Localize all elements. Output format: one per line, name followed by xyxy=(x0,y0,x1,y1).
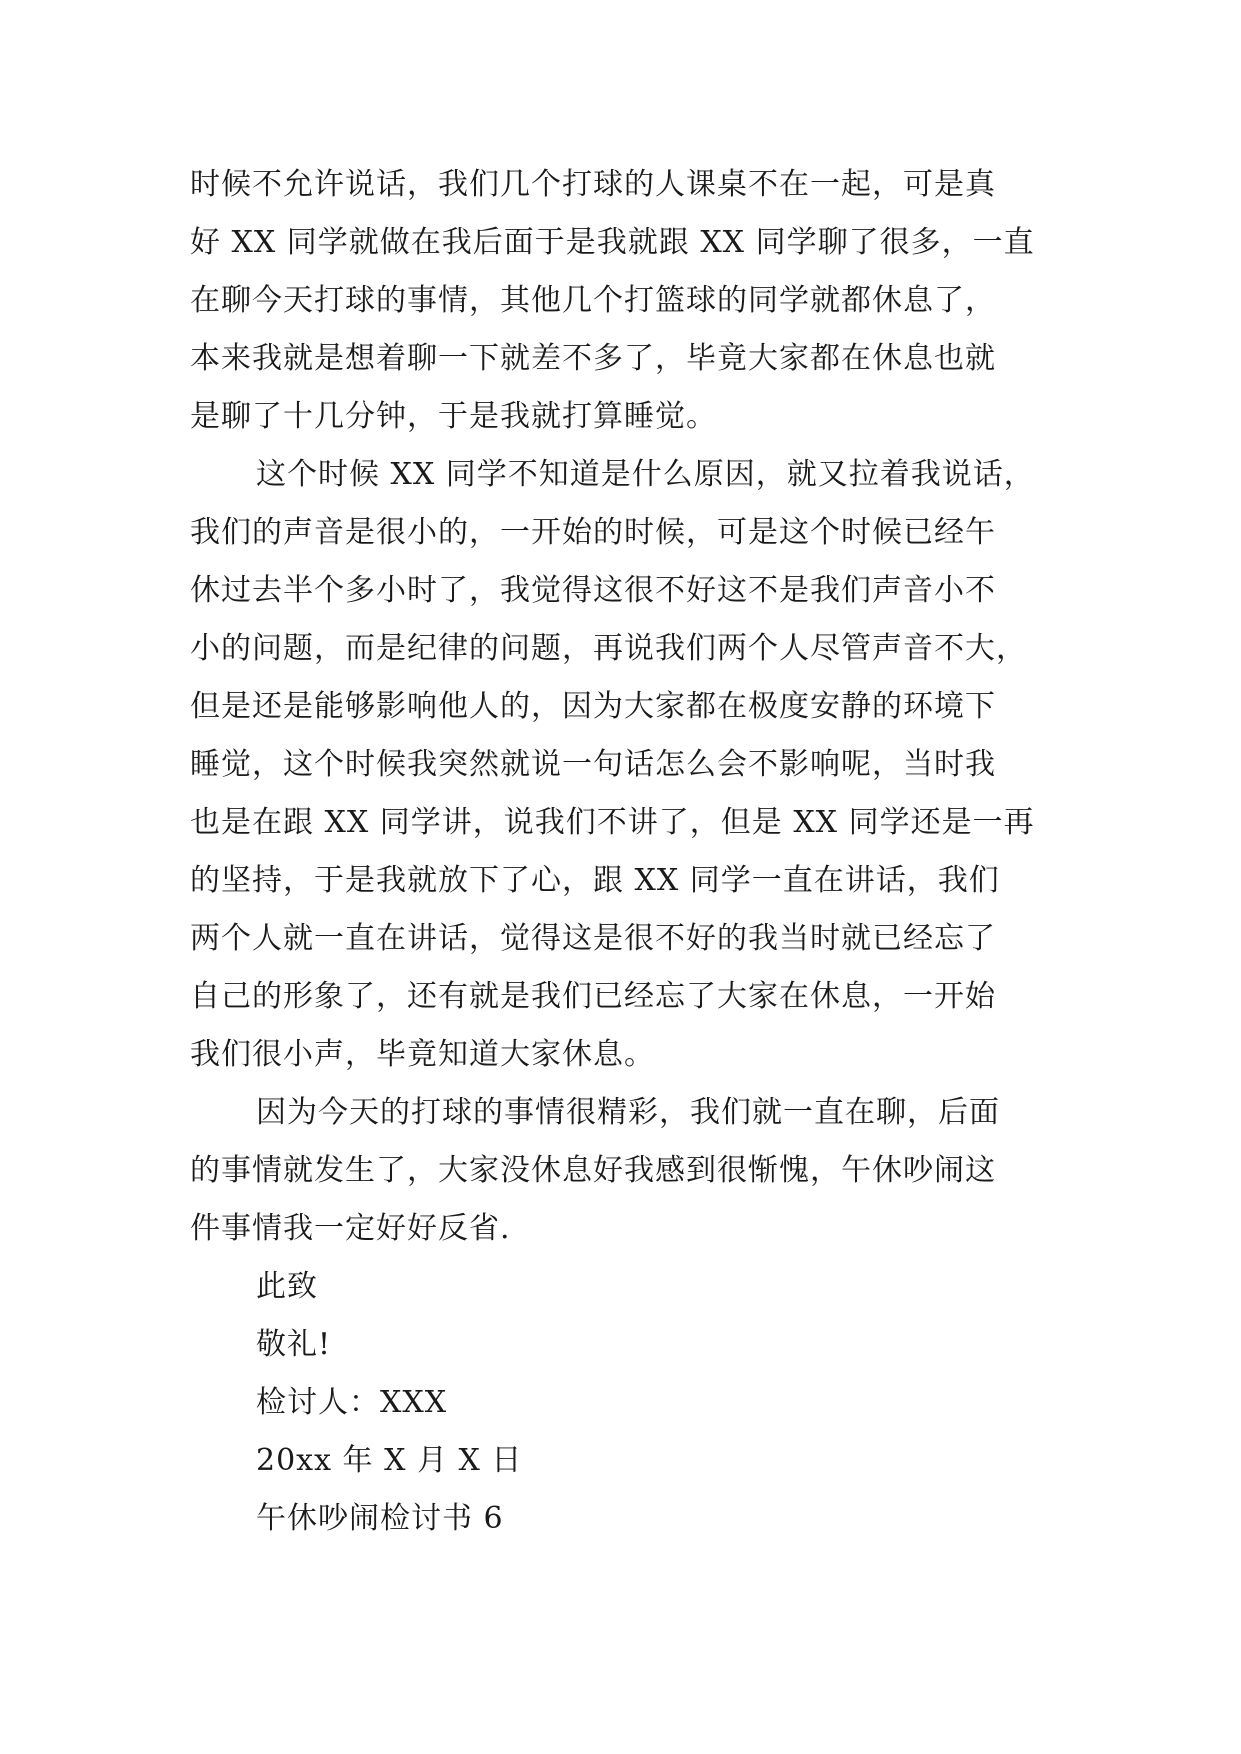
text-line: 自己的形象了，还有就是我们已经忘了大家在休息，一开始 xyxy=(190,979,996,1014)
text-line: 睡觉，这个时候我突然就说一句话怎么会不影响呢，当时我 xyxy=(190,747,996,782)
text-line: 休过去半个多小时了，我觉得这很不好这不是我们声音小不 xyxy=(190,573,996,608)
text-line: 件事情我一定好好反省. xyxy=(190,1211,511,1246)
date-line: 20xx 年 X 月 X 日 xyxy=(256,1443,523,1478)
closing-block xyxy=(190,1258,1060,1548)
respect-line: 敬礼! xyxy=(256,1327,332,1362)
paragraph-3 xyxy=(190,1084,1060,1258)
document-page xyxy=(190,156,1060,1548)
text-line: 这个时候 XX 同学不知道是什么原因，就又拉着我说话， xyxy=(256,457,1035,492)
text-line: 在聊今天打球的事情，其他几个打篮球的同学就都休息了， xyxy=(190,283,996,318)
text-line: 时候不允许说话，我们几个打球的人课桌不在一起，可是真 xyxy=(190,167,996,202)
text-line: 的坚持，于是我就放下了心，跟 XX 同学一直在讲话，我们 xyxy=(190,863,1000,898)
text-line: 但是还是能够影响他人的，因为大家都在极度安静的环境下 xyxy=(190,689,996,724)
text-line: 我们很小声，毕竟知道大家休息。 xyxy=(190,1037,655,1072)
salutation: 此致 xyxy=(256,1269,318,1304)
paragraph-2 xyxy=(190,446,1060,1084)
text-line: 因为今天的打球的事情很精彩，我们就一直在聊，后面 xyxy=(256,1095,1000,1130)
text-line: 两个人就一直在讲话，觉得这是很不好的我当时就已经忘了 xyxy=(190,921,996,956)
next-section-title: 午休吵闹检讨书 6 xyxy=(256,1501,504,1536)
text-line: 好 XX 同学就做在我后面于是我就跟 XX 同学聊了很多，一直 xyxy=(190,225,1035,260)
text-line: 我们的声音是很小的，一开始的时候，可是这个时候已经午 xyxy=(190,515,996,550)
author-line: 检讨人：XXX xyxy=(256,1385,448,1420)
text-line: 是聊了十几分钟，于是我就打算睡觉。 xyxy=(190,399,717,434)
text-line: 的事情就发生了，大家没休息好我感到很惭愧，午休吵闹这 xyxy=(190,1153,996,1188)
text-line: 本来我就是想着聊一下就差不多了，毕竟大家都在休息也就 xyxy=(190,341,996,376)
text-line: 也是在跟 XX 同学讲，说我们不讲了，但是 XX 同学还是一再 xyxy=(190,805,1035,840)
text-line: 小的问题，而是纪律的问题，再说我们两个人尽管声音不大， xyxy=(190,631,1027,666)
paragraph-1 xyxy=(190,156,1060,446)
